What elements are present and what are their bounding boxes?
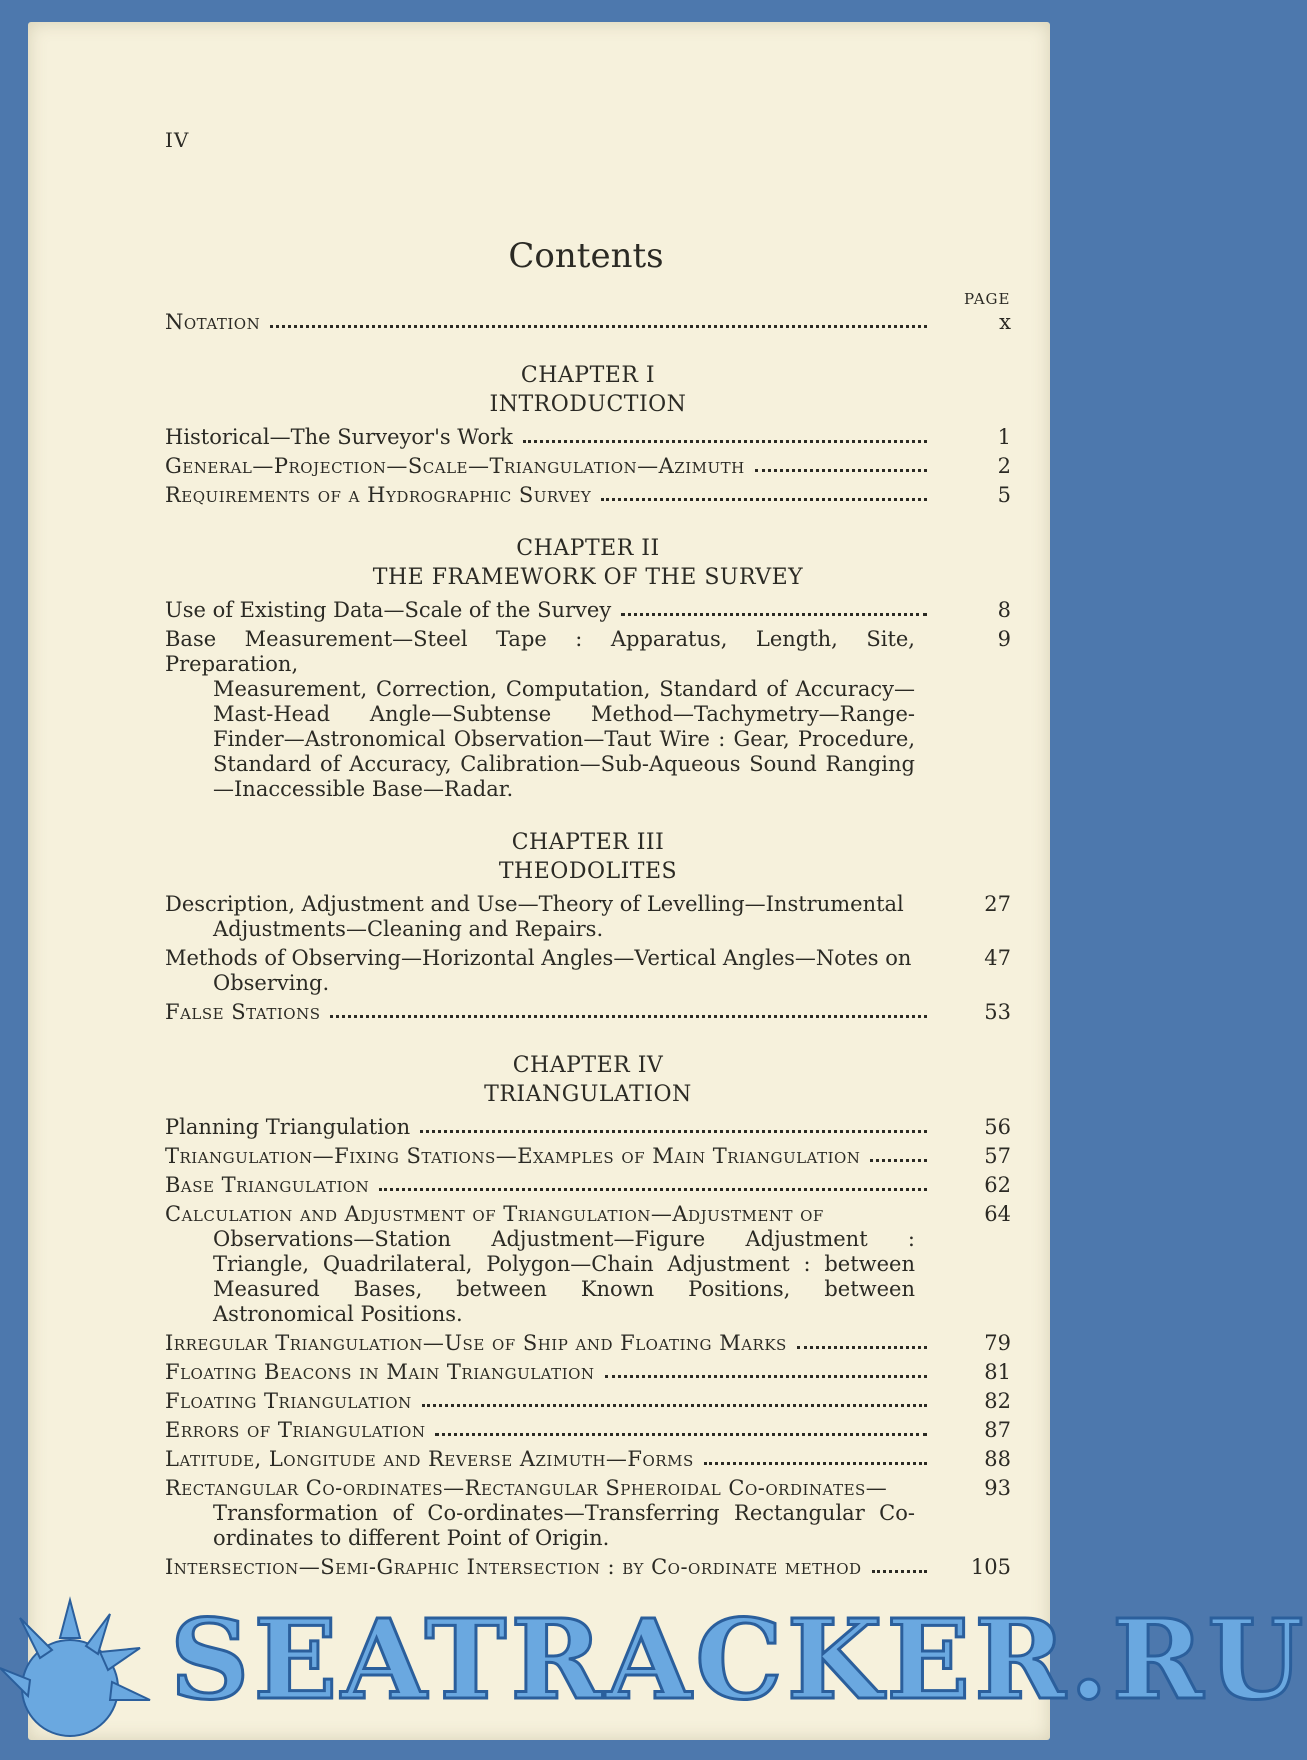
toc-entry (165, 627, 1011, 802)
toc-entry (165, 1115, 1011, 1140)
toc-entry-first-line: Base Measurement—Steel Tape : Apparatus, Length, Site, Preparation, (165, 627, 915, 676)
toc-entry-text (165, 1476, 955, 1551)
toc-entry-page: 87 (984, 1418, 1011, 1442)
leader-dots (330, 1015, 927, 1018)
toc-entry-page: 53 (984, 1000, 1011, 1024)
toc-entry-first-line: Rectangular Co-ordinates—Rectangular Spheroidal Co-ordinates— (165, 1476, 888, 1500)
toc-entry-text: Use of Existing Data—Scale of the Survey (165, 598, 612, 622)
toc-entry-page: 88 (984, 1447, 1011, 1471)
leader-dots (870, 1159, 927, 1162)
toc-entry-page: 79 (984, 1331, 1011, 1355)
toc-entry-text: Irregular Triangulation—Use of Ship and Floating Marks (165, 1331, 787, 1355)
chapter-number: CHAPTER II (516, 536, 660, 561)
toc-entry-text: General—Projection—Scale—Triangulation—Azimuth (165, 454, 745, 478)
leader-dots (797, 1346, 927, 1349)
toc-entry-continuation: Observing. (213, 971, 330, 995)
leader-dots (601, 498, 927, 501)
toc-entry-text (165, 946, 955, 996)
toc-entry (165, 598, 1011, 623)
chapter-number: CHAPTER I (520, 363, 656, 388)
chapter-number: CHAPTER III (511, 830, 665, 855)
toc-entry (165, 1447, 1011, 1472)
chapter-number: CHAPTER IV (512, 1053, 664, 1078)
toc-entry-page: 8 (997, 598, 1011, 622)
toc-entry-text (165, 892, 955, 942)
toc-entry (165, 483, 1011, 508)
leader-dots (420, 1130, 927, 1133)
toc-entry-first-line: Methods of Observing—Horizontal Angles—Vertical Angles—Notes on (165, 946, 912, 970)
toc-entry (165, 1202, 1011, 1327)
toc-entry-text (165, 1202, 955, 1327)
toc-entry-text: Triangulation—Fixing Stations—Examples of Main Triangulation (165, 1144, 861, 1168)
toc-entry-page: 93 (984, 1476, 1011, 1500)
toc-entry-text: Notation (165, 310, 261, 334)
toc-entry-page: 9 (997, 627, 1011, 651)
toc-entry-page: 27 (984, 892, 1011, 916)
toc-entry-text: Latitude, Longitude and Reverse Azimuth—Forms (165, 1447, 694, 1471)
toc-entry-text: Planning Triangulation (165, 1115, 411, 1139)
toc-entry-first-line: Calculation and Adjustment of Triangulation—Adjustment of (165, 1202, 824, 1226)
toc-entry-text: Floating Triangulation (165, 1389, 412, 1413)
toc-entry (165, 1331, 1011, 1356)
toc-entry (165, 1476, 1011, 1551)
page-folio: IV (165, 128, 190, 152)
leader-dots (270, 325, 927, 328)
chapter-heading: THEODOLITES (498, 859, 678, 884)
toc-entry-page: 105 (970, 1555, 1011, 1579)
toc-entry-continuation: Measurement, Correction, Computation, Standard of Accuracy—Mast-Head Angle—Subtense Method—Tachymetry—Range-Finder—Astronomical Observation—Taut Wire : Gear, Procedure, Standard of Accuracy, Calibration—Sub-Aqueous Sound Ranging—Inaccessible Base—Radar. (213, 677, 915, 801)
toc-entry (165, 1173, 1011, 1198)
toc-entry (165, 1144, 1011, 1169)
toc-entry-continuation: Transformation of Co-ordinates—Transferring Rectangular Co-ordinates to different Point of Origin. (213, 1501, 915, 1550)
toc-entry-page: 1 (997, 425, 1011, 449)
page-title: Contents (508, 236, 664, 276)
toc-entry-text: False Stations (165, 1000, 321, 1024)
toc-entry (165, 892, 1011, 942)
toc-entry-page: x (999, 310, 1011, 334)
toc-entry-text: Intersection—Semi-Graphic Intersection : by Co-ordinate method (165, 1555, 862, 1579)
watermark-text: SEATRACKER.RU (170, 1595, 1307, 1724)
leader-dots (704, 1462, 927, 1465)
leader-dots (422, 1404, 927, 1407)
toc-entry-page: 62 (984, 1173, 1011, 1197)
chapter-heading: INTRODUCTION (489, 392, 687, 417)
toc-entry-first-line: Description, Adjustment and Use—Theory of Levelling—Instrumental (165, 892, 904, 916)
toc-entry-page: 64 (984, 1202, 1011, 1226)
toc-entry-continuation: Observations—Station Adjustment—Figure Adjustment : Triangle, Quadrilateral, Polygon—Chain Adjustment : between Measured Bases, between Known Positions, between Astronomical Positions. (213, 1227, 915, 1326)
toc-entry (165, 425, 1011, 450)
toc-entry-page: 47 (984, 946, 1011, 970)
toc-entry-page: 56 (984, 1115, 1011, 1139)
leader-dots (605, 1375, 927, 1378)
chapter-heading: TRIANGULATION (484, 1082, 692, 1107)
page-column-header: PAGE (964, 290, 1011, 308)
leader-dots (523, 440, 927, 443)
toc-entry-text: Floating Beacons in Main Triangulation (165, 1360, 595, 1384)
toc-entry-text: Base Triangulation (165, 1173, 370, 1197)
toc-entry-text: Requirements of a Hydrographic Survey (165, 483, 592, 507)
toc-entry-text (165, 627, 955, 802)
leader-dots (621, 613, 927, 616)
leader-dots (872, 1570, 927, 1573)
toc-entry (165, 1360, 1011, 1385)
toc-entry-page: 5 (997, 483, 1011, 507)
toc-entry (165, 454, 1011, 479)
toc-entry-continuation: Adjustments—Cleaning and Repairs. (213, 917, 604, 941)
toc-entry (165, 1000, 1011, 1025)
toc-entry (165, 1418, 1011, 1443)
toc-entry (165, 1555, 1011, 1580)
chapter-heading: THE FRAMEWORK OF THE SURVEY (372, 565, 804, 590)
toc-entry (165, 1389, 1011, 1414)
toc-entry-page: 81 (984, 1360, 1011, 1384)
leader-dots (379, 1188, 927, 1191)
table-of-contents (165, 310, 1011, 1584)
toc-entry-notation (165, 310, 1011, 335)
toc-entry-text: Errors of Triangulation (165, 1418, 426, 1442)
toc-entry-page: 2 (997, 454, 1011, 478)
toc-entry-page: 57 (984, 1144, 1011, 1168)
leader-dots (755, 469, 927, 472)
toc-entry-page: 82 (984, 1389, 1011, 1413)
leader-dots (435, 1433, 927, 1436)
toc-entry (165, 946, 1011, 996)
toc-entry-text: Historical—The Surveyor's Work (165, 425, 513, 449)
